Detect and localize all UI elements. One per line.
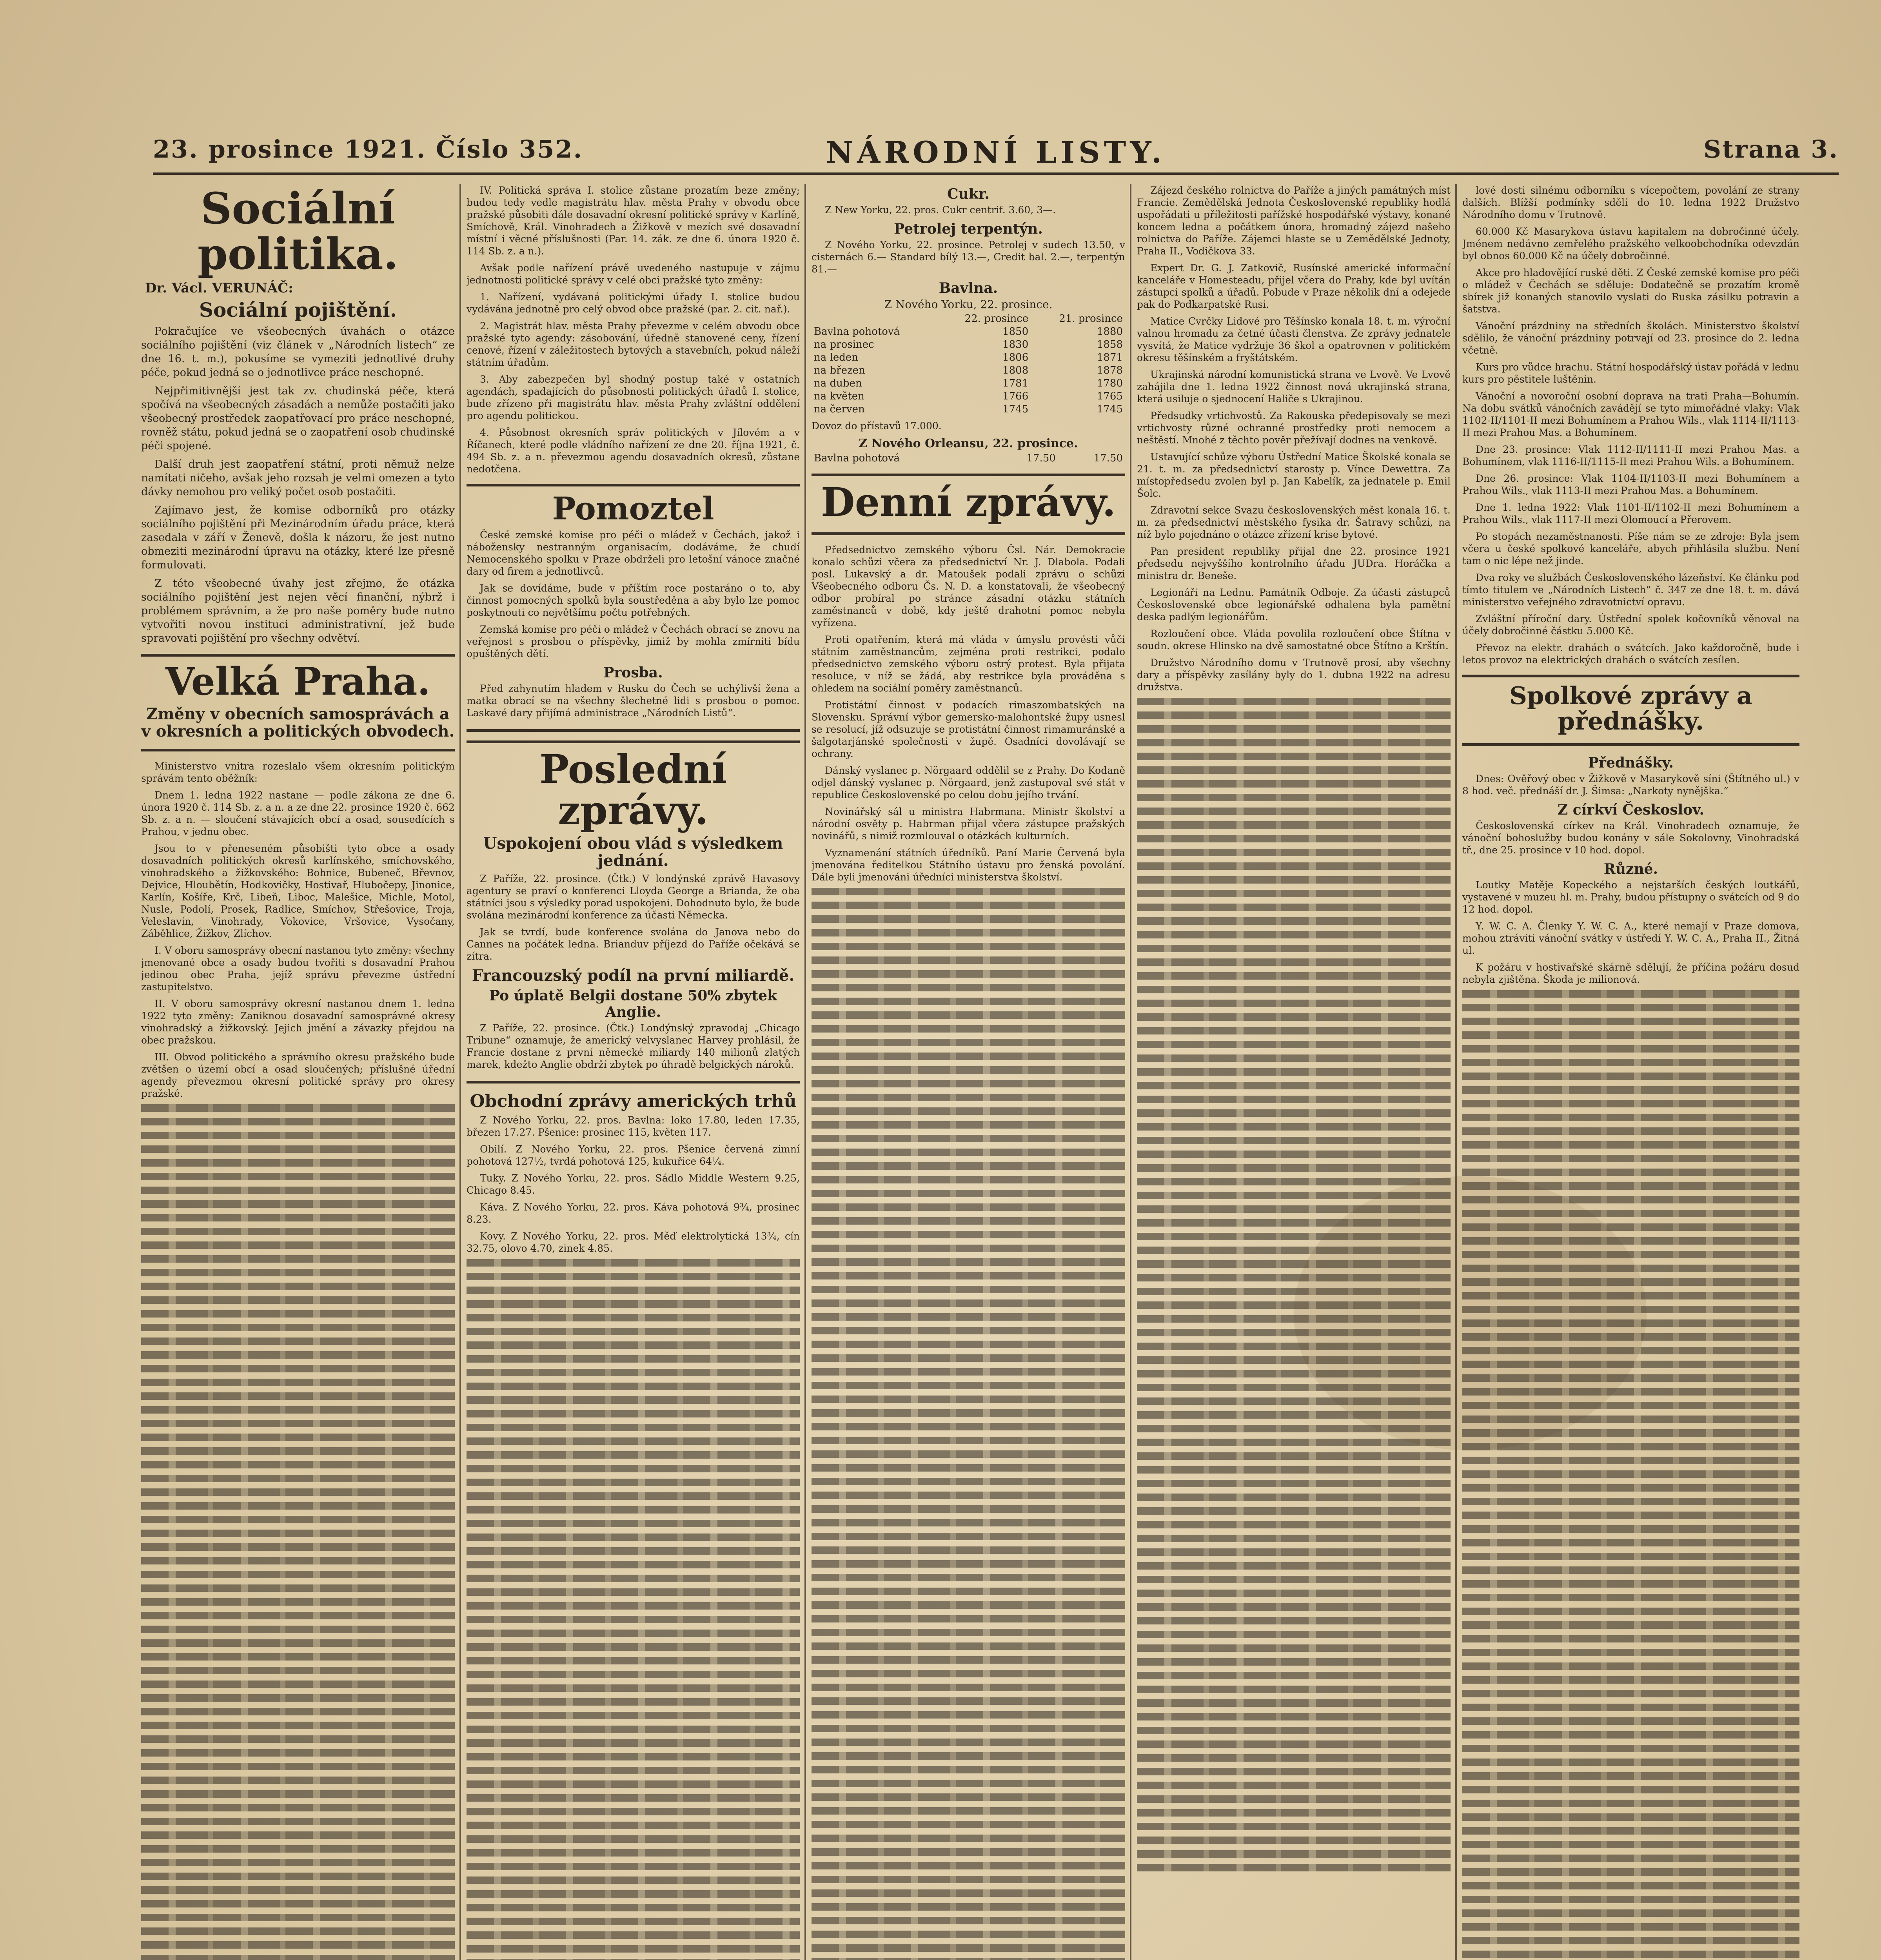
paragraph: Zdravotní sekce Svazu československých měst konala 16. t. m. za předsednictví městského fysika dr. Šatravy schůzi, na níž bylo pojednáno o otázce zřízení krise bytové. xyxy=(1137,505,1451,540)
newspaper-title: NÁRODNÍ LISTY. xyxy=(826,135,1166,170)
column-rule xyxy=(459,184,461,1960)
market-subheading: Z Nového Yorku, 22. prosince. xyxy=(884,298,1053,311)
table-row xyxy=(812,452,1125,465)
cell: 1850 xyxy=(1002,326,1029,338)
paragraph: Akce pro hladovějící ruské děti. Z České zemské komise pro péči o mládež v Čechách se sděluje: Dodatečně se prozatím kromě sbírek již konaných stanovilo vyslati do Ruska zásilku potravin a šatstva. xyxy=(1462,267,1799,315)
table-row xyxy=(812,364,1125,377)
cell: 1871 xyxy=(1097,352,1123,363)
paragraph: IV. Politická správa I. stolice zůstane prozatím beze změny; budou tedy vedle magistrátu hlav. města Prahy v obvodu obce pražské působiti dále dosavadní okresní politické správy v Karlíně, Smíchově, Král. Vinohradech a Žižkově v mezích své dosavadní místní i věcné příslušnosti (Par. 14. zák. ze dne 6. února 1920 č. 114 Sb. z. a n.). xyxy=(467,185,800,257)
section-title-daily-news: Denní zprávy. xyxy=(821,479,1116,525)
paragraph: Dva roky ve službách Československého lázeňství. Ke článku pod tímto titulem ve „Národních Listech“ č. 347 ze dne 18. t. m. dává ministerstvo veřejného zdravotnictví opravu. xyxy=(1462,572,1799,608)
cell: 1806 xyxy=(1002,352,1029,363)
paragraph: Z Paříže, 22. prosince. (Čtk.) Londýnský zpravodaj „Chicago Tribune“ oznamuje, že americký velvyslanec Harvey prohlásil, že Francie dostane z první německé miliardy 140 milionů zlatých marek, kdežto Anglie obdrží zbytek po úhradě belgických nároků. xyxy=(467,1022,800,1070)
paragraph: Z této všeobecné úvahy jest zřejmo, že otázka sociálního pojištění jest nejen věcí finanční, nýbrž i problémem správním, a že pro naše poměry bude nutno vytvořiti novou instituci administrativní, jež bude spravovati pojištění pro všechny odvětví. xyxy=(141,577,455,644)
paragraph: Kovy. Z Nového Yorku, 22. pros. Měď elektrolytická 13¾, cín 32.75, olovo 4.70, zinek 4.85. xyxy=(467,1230,800,1254)
paragraph: lové dosti silnému odborníku s vícepočtem, povolání ze strany dalších. Blížší podmínky sdělí do 10. ledna 1922 Družstvo Národního domu v Trutnově. xyxy=(1462,185,1799,220)
page-header xyxy=(153,129,1839,175)
paragraph: Předsudky vrtichvostů. Za Rakouska předepisovaly se mezi vrtichvosty různé ochranné prostředky proti nemocem a neštěstí. Mnohé z těchto pověr přežívají dodnes na venkově. xyxy=(1137,410,1451,446)
page-number: Strana 3. xyxy=(1703,135,1839,163)
orleans-table xyxy=(812,452,1125,465)
paragraph: Loutky Matěje Kopeckého a nejstarších českých loutkářů, vystavené v muzeu hl. m. Prahy, budou přístupny o svátcích od 9 do 12 hod. dopol. xyxy=(1462,879,1799,915)
paragraph: Dne 26. prosince: Vlak 1104-II/1103-II mezi Bohumínem a Prahou Wils., vlak 1113-II mezi Prahou Mas. a Bohumínem. xyxy=(1462,473,1799,496)
paragraph: Pan president republiky přijal dne 22. prosince 1921 předsedu nejvyššího kontrolního úřadu JUDra. Horáčka a ministra dr. Beneše. xyxy=(1137,546,1451,581)
prosba-title: Prosba. xyxy=(603,664,663,681)
table-row xyxy=(812,338,1125,351)
paragraph: Jsou to v přeneseném působišti tyto obce a osady dosavadních politických okresů karlínského, smíchovského, vinohradského a žižkovského: Bohnice, Bubeneč, Břevnov, Dejvice, Hloubětín, Hodkovičky, Hostivař, Hlubočepy, Jinonice, Karlín, Košíře, Krč, Libeň, Liboc, Malešice, Michle, Motol, Nusle, Podolí, Prosek, Radlice, Smíchov, Střešovice, Troja, Veleslavín, Vinohrady, Vokovice, Vršovice, Vysočany, Záběhlice, Žižkov, Zlíchov. xyxy=(141,842,455,939)
paragraph: Dnem 1. ledna 1922 nastane — podle zákona ze dne 6. února 1920 č. 114 Sb. z. a n. a ze dne 22. prosince 1920 č. 662 Sb. z. a n. — sloučení stávajících obcí a osad, sousedících s Prahou, v jednu obec. xyxy=(141,789,455,837)
table-row xyxy=(812,325,1125,338)
paragraph: Expert Dr. G. J. Zatkovič, Rusínské americké informační kanceláře v Homesteadu, přijel včera do Prahy, kde byl uvítán zástupci spolků a úřadů. Pobude v Praze několik dní a odejede pak do Podkarpatské Rusi. xyxy=(1137,262,1451,310)
headline: Obchodní zprávy amerických trhů xyxy=(470,1091,797,1111)
column-rule xyxy=(1130,184,1131,1960)
table-row xyxy=(812,351,1125,364)
paragraph: 1. Nařízení, vydávaná politickými úřady I. stolice budou vydávána jednotně pro celý obvod obce pražské (par. 2. cit. nař.). xyxy=(467,291,800,315)
column-header: 22. prosince xyxy=(964,313,1029,325)
denni-zpravy-box xyxy=(812,474,1125,535)
column-4 xyxy=(1137,184,1451,1960)
paragraph: Československá církev na Král. Vinohradech oznamuje, že vánoční bohoslužby budou konány v sále Sokolovny, Vinohradská tř., dne 25. prosince v 10 hod. dopol. xyxy=(1462,820,1799,856)
paragraph: I. V oboru samosprávy obecní nastanou tyto změny: všechny jmenované obce a osady budou tvořiti s dosavadní Prahou jedinou obec Praha, jejíž správu převezme ústřední zastupitelstvo. xyxy=(141,944,455,993)
issue-date: 23. prosince 1921. Číslo 352. xyxy=(153,135,583,163)
paragraph: Ukrajinská národní komunistická strana ve Lvově. Ve Lvově zahájila dne 1. ledna 1922 činnost nová ukrajinská strana, která usiluje o sjednocení Haliče s Ukrajinou. xyxy=(1137,369,1451,405)
paragraph: 60.000 Kč Masarykova ústavu kapitalem na dobročinné účely. Jménem nedávno zemřelého pražského velkoobchodníka odevzdán byl obnos 60.000 Kč na účely dobročinné. xyxy=(1462,226,1799,261)
article-title: Sociální pojištění. xyxy=(199,298,397,321)
column-text-continuation xyxy=(812,888,1125,1960)
subheading: Různé. xyxy=(1603,861,1658,878)
market-heading: Petrolej terpentýn. xyxy=(894,221,1043,237)
paragraph: Káva. Z Nového Yorku, 22. pros. Káva pohotová 9¾, prosinec 8.23. xyxy=(467,1201,800,1225)
box-title: Poslední zprávy. xyxy=(539,746,727,833)
box-subtitle: Změny v obecních samosprávách a v okresních a politických obvodech. xyxy=(141,704,455,740)
paragraph: 3. Aby zabezpečen byl shodný postup také v ostatních agendách, spadajících do působnosti politických úřadů I. stolice, bude zřízeno při magistrátu hlav. města Prahy zvláštní oddělení pro agendu politickou. xyxy=(467,374,800,421)
paragraph: Obilí. Z Nového Yorku, 22. pros. Pšenice červená zimní pohotová 127½, tvrdá pohotová 125, kukuřice 64¼. xyxy=(467,1143,800,1167)
row-label: Bavlna pohotová xyxy=(814,452,900,464)
paragraph: Matice Cvrčky Lidové pro Těšínsko konala 18. t. m. výroční valnou hromadu za četné účasti členstva. Ze zprávy jednatele vysvítá, že Matice vydržuje 36 škol a opatrovnen v politickém okresu těšínském a fryštátském. xyxy=(1137,316,1451,363)
cell: 1745 xyxy=(1002,403,1029,415)
paragraph: Zemská komise pro péči o mládež v Čechách obrací se znovu na veřejnost s prosbou o příspěvky, jimiž by mohla zmírniti bídu opuštěných dětí. xyxy=(467,624,800,659)
column-text-continuation xyxy=(141,1104,455,1960)
cell: 17.50 xyxy=(1026,452,1056,464)
paragraph: Tuky. Z Nového Yorku, 22. pros. Sádlo Middle Western 9.25, Chicago 8.45. xyxy=(467,1172,800,1196)
paragraph: Nejpřimitivnější jest tak zv. chudinská péče, která spočívá na všeobecných zásadách a nemůže postačiti jako všeobecný prostředek zaopatřovací pro práce neschopné, rovněž státu, pokud jedná se o zaopatření osob chudinské péči spojené. xyxy=(141,385,455,452)
paragraph: Další druh jest zaopatření státní, proti němuž nelze namítati ničeho, avšak jeho rozsah je velmi omezen a tyto dávky nemohou pro veliký počet osob postačiti. xyxy=(141,458,455,498)
paragraph: 2. Magistrát hlav. města Prahy převezme v celém obvodu obce pražské tyto agendy: zásobování, úředně stanovené ceny, řízení cenové, řízení v záležitostech bytových a stavebních, pokud náleží státním úřadům. xyxy=(467,320,800,368)
cell: 1745 xyxy=(1097,403,1123,415)
column-5 xyxy=(1462,184,1799,1960)
paragraph: Dánský vyslanec p. Nörgaard oddělil se z Prahy. Do Kodaně odjel dánský vyslanec p. Nörgaard, jenž zastupoval své stát v republice Československé po celou dobu jejího trvání. xyxy=(812,765,1125,800)
market-heading: Bavlna. xyxy=(939,280,998,296)
subheading: Přednášky. xyxy=(1588,755,1674,771)
market-line: Dovoz do přístavů 17.000. xyxy=(812,420,942,432)
paragraph: Proti opatřením, která má vláda v úmyslu provésti vůči státním zaměstnancům, zejména proti restrikci, podalo předsednictvo zemského výboru ostrý protest. Byla přijata resoluce, v níž se žádá, aby restrikce byla prováděna s ohledem na sociální poměry zaměstnanců. xyxy=(812,634,1125,694)
paragraph: Po stopách nezaměstnanosti. Píše nám se ze zdroje: Byla jsem včera u české spolkové kanceláře, abych přihlásila službu. Není tam o nic lépe než jinde. xyxy=(1462,531,1799,566)
row-label: na březen xyxy=(814,365,865,376)
subheadline: Po úplatě Belgii dostane 50% zbytek Anglie. xyxy=(489,987,777,1020)
paragraph: Z Paříže, 22. prosince. (Čtk.) V londýnské zprávě Havasovy agentury se praví o konferenci Lloyda George a Brianda, že oba státníci jsou s výsledky porad uspokojeni. Dohodnuto bylo, že bude svolána mezinárodní konference za účasti Německa. xyxy=(467,873,800,921)
paragraph: Avšak podle nařízení právě uvedeného nastupuje v zájmu jednotnosti politické správy v celé obci pražské tyto změny: xyxy=(467,262,800,286)
paragraph: Vánoční prázdniny na středních školách. Ministerstvo školství sdělilo, že vánoční prázdniny potrvají od 23. prosince do 2. ledna včetně. xyxy=(1462,320,1799,356)
column-2 xyxy=(467,184,800,1960)
cell: 1765 xyxy=(1097,390,1123,402)
paragraph: Dnes: Ověřový obec v Žižkově v Masarykově síni (Štítného ul.) v 8 hod. več. přednáší dr. J. Šimsa: „Narkoty nynějška.“ xyxy=(1462,773,1799,797)
cell: 1781 xyxy=(1002,377,1029,389)
column-rule xyxy=(804,184,806,1960)
headline: Francouzský podíl na první miliardě. xyxy=(472,966,795,985)
subheading: Z církví Českoslov. xyxy=(1557,802,1704,818)
box-subtitle: Uspokojení obou vlád s výsledkem jednání. xyxy=(483,834,783,870)
column-1 xyxy=(141,184,455,1960)
cell: 1830 xyxy=(1002,339,1029,350)
paragraph: Zájezd českého rolnictva do Paříže a jiných památných míst Francie. Zemědělská Jednota Československé republiky hodlá uspořádati u příležitosti pařížské hospodářské výstavy, konané koncem ledna a počátkem února, hromadný zájezd našeho rolnictva do Paříže. Zájemci hlaste se u Zemědělské Jednoty, Praha II., Vodičkova 33. xyxy=(1137,185,1451,257)
paragraph: Protistátní činnost v podacích rimaszombatských na Slovensku. Správní výbor gemersko-malohontské župy usnesl se resolucí, jíž odsuzuje se protistátní činnost rimamuránské a šalgotarjánské společnosti v župě. Osadníci dovolávají se ochrany. xyxy=(812,699,1125,759)
paragraph: Pokračujíce ve všeobecných úvahách o otázce sociálního pojištění (viz článek v „Národních listech“ ze dne 16. t. m.), pokusíme se vymeziti jednotlivé druhy péče, pokud jedná se o jednotlivce práce neschopné. xyxy=(141,325,455,379)
cell: 1766 xyxy=(1002,390,1029,402)
posledni-zpravy-box xyxy=(467,740,800,1083)
paragraph: 4. Působnost okresních správ politických v Jílovém a v Říčanech, které podle vládního nařízení ze dne 20. října 1921, č. 494 Sb. z. a n. převezmou agendu dosavadních okresů, zůstane nedotčena. xyxy=(467,427,800,475)
paragraph: III. Obvod politického a správního okresu pražského bude zvětšen o území obcí a osad sloučených; příslušné úřední agendy převezmou okresní politické správy pro okresy pražské. xyxy=(141,1051,455,1099)
paragraph: K požáru v hostivařské skárně sdělují, že příčina požáru dosud nebyla zjištěna. Škoda je milionová. xyxy=(1462,962,1799,985)
row-label: na červen xyxy=(814,403,865,415)
row-label: na květen xyxy=(814,390,864,402)
paragraph: Jak se dovídáme, bude v příštím roce postaráno o to, aby činnost pomocných spolků byla soustředěna a aby bylo lze pomoc poskytnouti co největšímu počtu potřebných. xyxy=(467,583,800,618)
market-subheading: Z Nového Orleansu, 22. prosince. xyxy=(859,437,1078,450)
row-label: na leden xyxy=(814,352,858,363)
box-title: Pomoztel xyxy=(552,490,714,527)
section-title-social-policy: Sociální politika. xyxy=(197,184,399,279)
row-label: na duben xyxy=(814,377,862,389)
paragraph: Převoz na elektr. drahách o svátcích. Jako každoročně, bude i letos provoz na elektrických drahách o svátcích zesílen. xyxy=(1462,642,1799,666)
cell: 1858 xyxy=(1097,339,1123,350)
paragraph: Vyznamenání státních úředníků. Paní Marie Červená byla jmenována ředitelkou Státního ústavu pro ženská povolání. Dále byli jmenováni úředníci ministerstva školství. xyxy=(812,847,1125,883)
paragraph: Před zahynutím hladem v Rusku do Čech se uchýlivší žena a matka obrací se na všechny šlechetné lidi s prosbou o pomoc. Laskavé dary přijímá administrace „Národních Listů“. xyxy=(467,683,800,719)
market-line: Z New Yorku, 22. pros. Cukr centrif. 3.60, 3—. xyxy=(825,204,1056,216)
column-rule xyxy=(1455,184,1457,1960)
column-text-continuation xyxy=(1462,990,1799,1960)
column-header: 21. prosince xyxy=(1059,313,1123,325)
column-3 xyxy=(812,184,1125,1960)
paragraph: Zajímavo jest, že komise odborníků pro otázky sociálního pojištění při Mezinárodním úřadu práce, která zasedala v září v Ženevě, došla k názoru, že jest nutno obmeziti mezinárodní úpravu na otázky, které lze přesně formulovati. xyxy=(141,504,455,571)
table-row xyxy=(812,377,1125,390)
paragraph: Ustavující schůze výboru Ústřední Matice Školské konala se 21. t. m. za předsednictví starosty p. Vínce Dewettra. Za místopředsedu zvolen byl p. Jan Kabelík, za jednatele p. Emil Šolc. xyxy=(1137,451,1451,499)
table-header-row xyxy=(812,312,1125,325)
section-title-club-news: Spolkové zprávy a přednášky. xyxy=(1509,681,1752,736)
paragraph: Jak se tvrdí, bude konference svolána do Janova nebo do Cannes na počátek ledna. Brianduv příjezd do Paříže očekává se zítra. xyxy=(467,926,800,962)
row-label: na prosinec xyxy=(814,339,874,350)
cell: 17.50 xyxy=(1093,452,1123,464)
paragraph: Družstvo Národního domu v Trutnově prosí, aby všechny dary a příspěvky zasílány byly do 1. dubna 1922 na adresu družstva. xyxy=(1137,657,1451,693)
paragraph: Zvláštní příroční dary. Ústřední spolek kočovníků věnoval na účely dobročinné částku 5.000 Kč. xyxy=(1462,613,1799,637)
paragraph: Y. W. C. A. Členky Y. W. C. A., které nemají v Praze domova, mohou ztráviti vánoční svátky v ústředí Y. W. C. A., Praha II., Žitná ul. xyxy=(1462,920,1799,956)
spolkove-zpravy-box xyxy=(1462,675,1799,746)
paragraph: Předsednictvo zemského výboru Čsl. Nár. Demokracie konalo schůzi včera za předsednictví Nr. J. Dlabola. Podali posl. Lukavský a dr. Matoušek podali zprávu o schůzi Všeobecného odboru Čs. N. D. a konstatovali, že všeobecný odbor probíral po stránce zásadní otázku státních zaměstnanců v době, kdy ještě drahotní pomoc nebyla vyřízena. xyxy=(812,544,1125,628)
article-author: Dr. Václ. VERUNÁČ: xyxy=(145,280,293,296)
cell: 1878 xyxy=(1097,365,1123,376)
table-row xyxy=(812,390,1125,403)
cell: 1880 xyxy=(1097,326,1123,338)
cotton-table xyxy=(812,312,1125,416)
paragraph: Kurs pro vůdce hrachu. Státní hospodářský ústav pořádá v lednu kurs pro pěstitele luštěnin. xyxy=(1462,361,1799,385)
cell: 1780 xyxy=(1097,377,1123,389)
row-label: Bavlna pohotová xyxy=(814,326,900,338)
market-line: Z Nového Yorku, 22. prosince. Petrolej v sudech 13.50, v cisternách 6.— Standard bílý 13.—, Credit bal. 2.—, terpentýn 81.— xyxy=(812,239,1125,275)
column-text-continuation xyxy=(1137,698,1451,1874)
table-row xyxy=(812,403,1125,416)
column-text-continuation xyxy=(467,1259,800,1960)
paragraph: Vánoční a novoroční osobní doprava na trati Praha—Bohumín. Na dobu svátků vánočních zavádějí se tyto mimořádné vlaky: Vlak 1102-II/1101-II mezi Bohumínem a Prahou Wils., vlak 1114-II/1113-II mezi Prahou Mas. a Bohumínem. xyxy=(1462,390,1799,438)
paragraph: Dne 23. prosince: Vlak 1112-II/1111-II mezi Prahou Mas. a Bohumínem, vlak 1116-II/1115-II mezi Prahou Wils. a Bohumínem. xyxy=(1462,444,1799,467)
paragraph: II. V oboru samosprávy okresní nastanou dnem 1. ledna 1922 tyto změny: Zaniknou dosavadní samosprávné okresy vinohradský a žižkovský. Jejich jmění a závazky přejdou na obec pražskou. xyxy=(141,998,455,1046)
paragraph: Legionáři na Lednu. Památník Odboje. Za účasti zástupců Československé obce legionářské odhalena byla pamětní deska padlým legionářům. xyxy=(1137,587,1451,622)
paragraph: Z Nového Yorku, 22. pros. Bavlna: loko 17.80, leden 17.35, březen 17.27. Pšenice: prosinec 115, květen 117. xyxy=(467,1114,800,1138)
paragraph: České zemské komise pro péči o mládež v Čechách, jakož i nábožensky nestranným organisacím, dodáváme, že chudí Nemocenského spolku v Praze obdrželi pro letošní vánoce značné dary od firem a jednotlivců. xyxy=(467,529,800,577)
box-title: Velká Praha. xyxy=(165,659,430,704)
velka-praha-box xyxy=(141,654,455,751)
paragraph: Novinářský sál u ministra Habrmana. Ministr školství a národní osvěty p. Habrman přijal včera zástupce pražských novinářů, s nimiž rozmlouval o otázkách kulturních. xyxy=(812,806,1125,842)
market-heading: Cukr. xyxy=(947,186,990,202)
paragraph: Dne 1. ledna 1922: Vlak 1101-II/1102-II mezi Bohumínem a Prahou Wils., vlak 1117-II mezi Olomoucí a Přerovem. xyxy=(1462,502,1799,525)
paragraph: Ministerstvo vnitra rozeslalo všem okresním politickým správám tento oběžník: xyxy=(141,760,455,784)
cell: 1808 xyxy=(1002,365,1029,376)
paragraph: Rozloučení obce. Vláda povolila rozloučení obce Štítna v soudn. okrese Hlinsko na dvě samostatné obce Štítno a Krštín. xyxy=(1137,628,1451,652)
pomoztel-box xyxy=(467,484,800,732)
